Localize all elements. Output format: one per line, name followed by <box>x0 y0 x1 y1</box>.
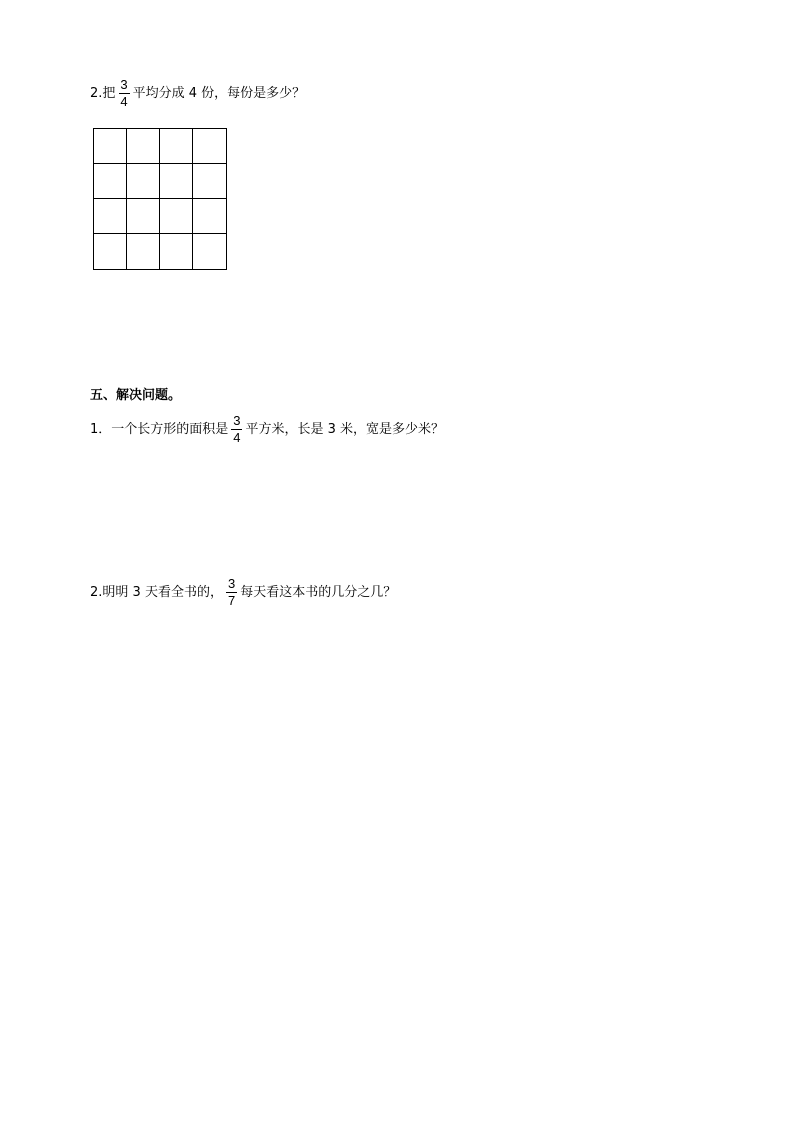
grid-cell <box>193 164 226 199</box>
question-prefix: 2.明明 3 天看全书的， <box>90 584 223 600</box>
fraction-numerator: 3 <box>227 576 236 591</box>
fraction <box>231 414 242 445</box>
fraction <box>118 78 129 109</box>
grid-cell <box>94 129 127 164</box>
question-reading-fraction <box>90 577 396 608</box>
grid-cell <box>193 129 226 164</box>
answer-grid <box>93 128 227 270</box>
grid-cell <box>160 234 193 269</box>
question-rectangle-width <box>90 414 444 445</box>
grid-cell <box>193 199 226 234</box>
question-suffix: 平均分成 4 份，每份是多少？ <box>132 85 306 101</box>
fraction-numerator: 3 <box>233 413 241 428</box>
grid-cell <box>127 234 160 269</box>
fraction-denominator: 4 <box>120 94 128 109</box>
grid-cell <box>160 164 193 199</box>
question-prefix: 2.把 <box>90 85 116 101</box>
grid-cell <box>160 199 193 234</box>
question-prefix: 1．一个长方形的面积是 <box>90 421 229 437</box>
grid-cell <box>94 199 127 234</box>
grid-cell <box>193 234 226 269</box>
grid-cell <box>127 129 160 164</box>
section-heading: 五、解决问题。 <box>90 388 182 403</box>
grid-cell <box>127 164 160 199</box>
fraction-numerator: 3 <box>120 77 128 92</box>
question-suffix: 每天看这本书的几分之几？ <box>240 584 397 600</box>
question-suffix: 平方米，长是 3 米，宽是多少米？ <box>245 421 445 437</box>
question-divide-fraction <box>90 78 305 109</box>
grid-cell <box>94 164 127 199</box>
grid-cell <box>127 199 160 234</box>
fraction <box>226 577 237 608</box>
fraction-denominator: 7 <box>227 593 236 608</box>
grid-cell <box>160 129 193 164</box>
grid-cell <box>94 234 127 269</box>
fraction-denominator: 4 <box>233 430 241 445</box>
